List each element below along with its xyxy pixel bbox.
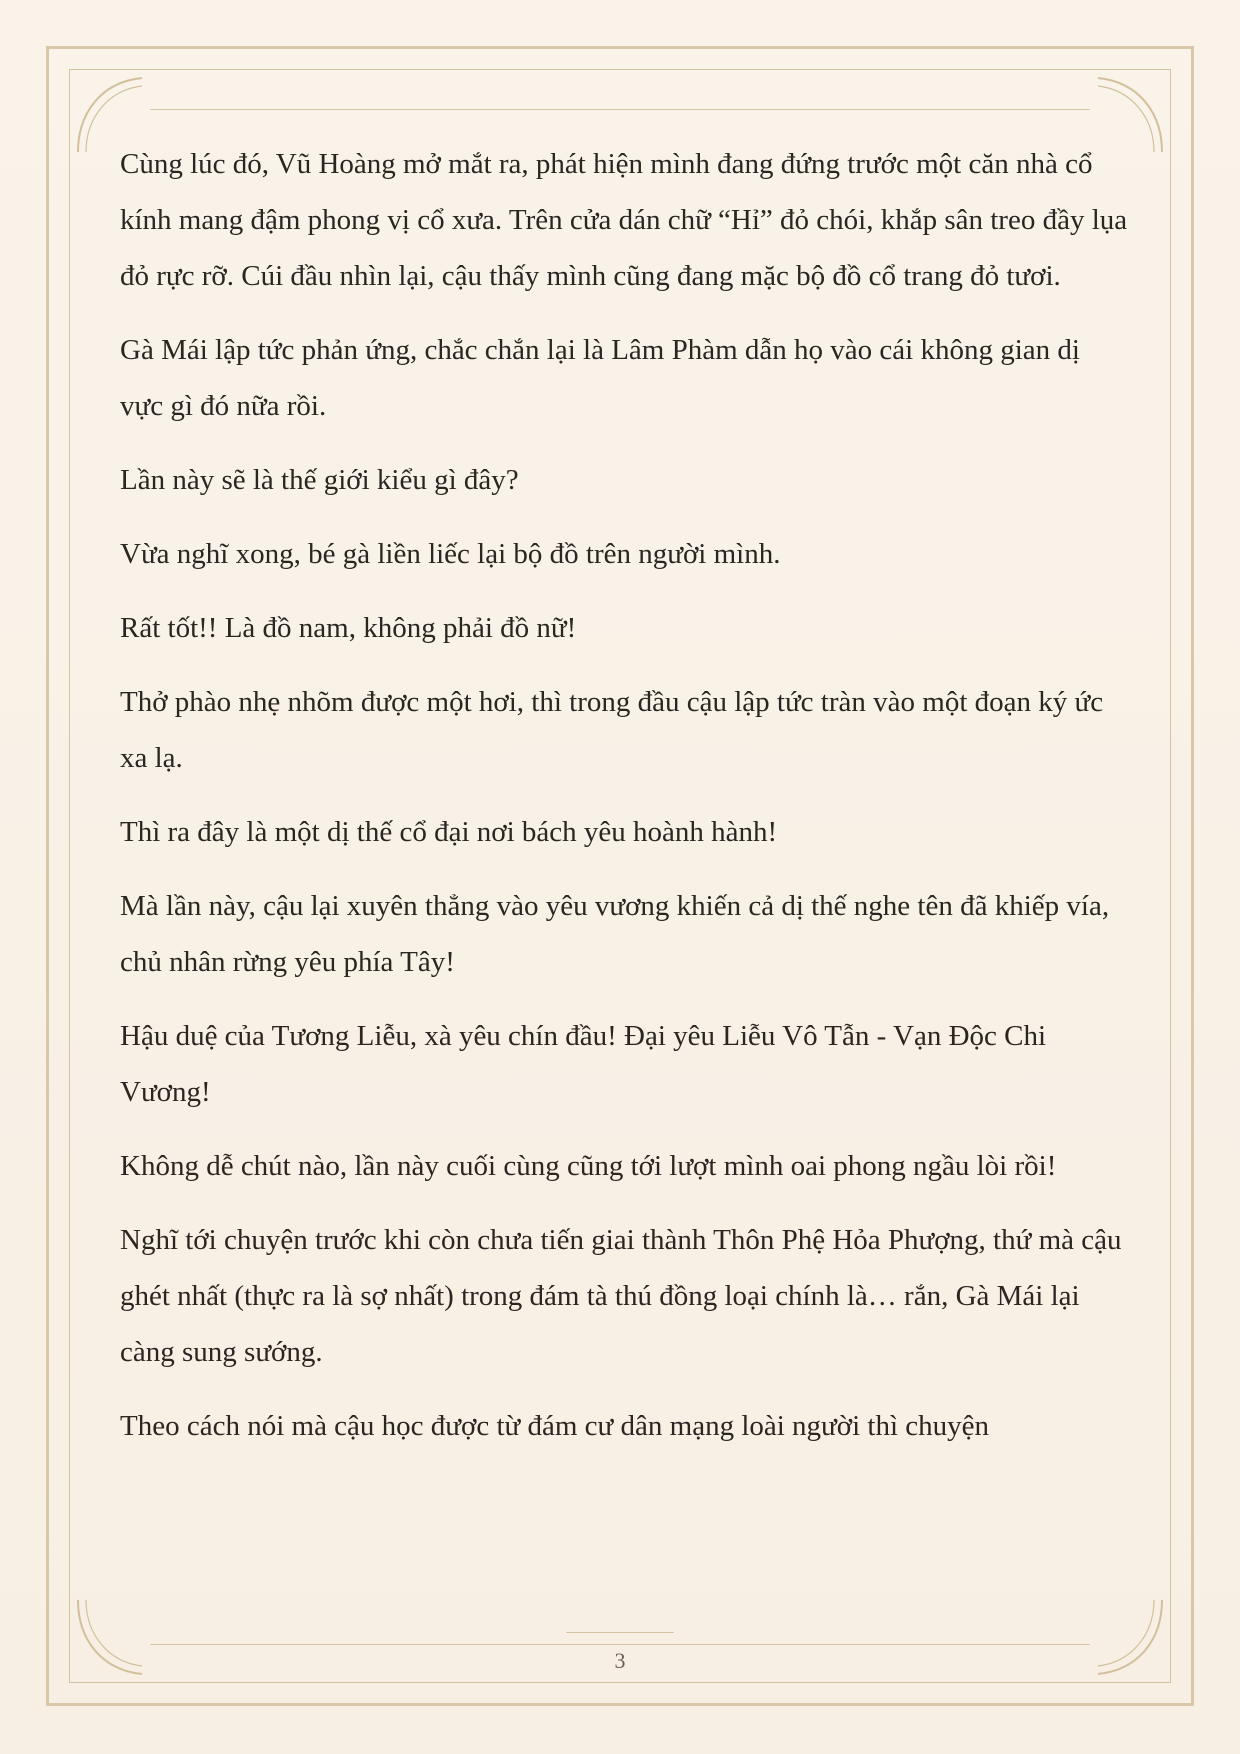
bottom-divider: [150, 1644, 1090, 1645]
paragraph: Nghĩ tới chuyện trước khi còn chưa tiến giai thành Thôn Phệ Hỏa Phượng, thứ mà cậu ghét nhất (thực ra là sợ nhất) trong đám tà thú đồng loại chính là… rắn, Gà Mái lại càng sung sướng.: [120, 1224, 1122, 1368]
paragraph: Thở phào nhẹ nhõm được một hơi, thì trong đầu cậu lập tức tràn vào một đoạn ký ức xa lạ.: [120, 686, 1104, 774]
paragraph: Theo cách nói mà cậu học được từ đám cư dân mạng loài người thì chuyện: [120, 1410, 990, 1442]
page-number-divider: [566, 1632, 674, 1633]
paragraph: Hậu duệ của Tương Liễu, xà yêu chín đầu! Đại yêu Liễu Vô Tẫn - Vạn Độc Chi Vương!: [120, 1020, 1047, 1108]
paragraph: Thì ra đây là một dị thế cổ đại nơi bách yêu hoành hành!: [120, 816, 778, 848]
body-text: [120, 136, 1130, 1472]
corner-ornament-bottom-left: [72, 1590, 162, 1680]
paragraph: Gà Mái lập tức phản ứng, chắc chắn lại là Lâm Phàm dẫn họ vào cái không gian dị vực gì đó nữa rồi.: [120, 334, 1080, 422]
paragraph: Mà lần này, cậu lại xuyên thẳng vào yêu vương khiến cả dị thế nghe tên đã khiếp vía, chủ nhân rừng yêu phía Tây!: [120, 890, 1110, 978]
paragraph: Vừa nghĩ xong, bé gà liền liếc lại bộ đồ trên người mình.: [120, 538, 781, 570]
corner-ornament-bottom-right: [1078, 1590, 1168, 1680]
paragraph: Không dễ chút nào, lần này cuối cùng cũng tới lượt mình oai phong ngầu lòi rồi!: [120, 1150, 1057, 1182]
paragraph: Rất tốt!! Là đồ nam, không phải đồ nữ!: [120, 612, 577, 644]
paragraph: Lần này sẽ là thế giới kiểu gì đây?: [120, 464, 519, 496]
paragraph: Cùng lúc đó, Vũ Hoàng mở mắt ra, phát hiện mình đang đứng trước một căn nhà cổ kính mang đậm phong vị cổ xưa. Trên cửa dán chữ “Hỉ” đỏ chói, khắp sân treo đầy lụa đỏ rực rỡ. Cúi đầu nhìn lại, cậu thấy mình cũng đang mặc bộ đồ cổ trang đỏ tươi.: [120, 148, 1128, 292]
page-number: 3: [614, 1648, 626, 1673]
top-divider: [150, 109, 1090, 110]
